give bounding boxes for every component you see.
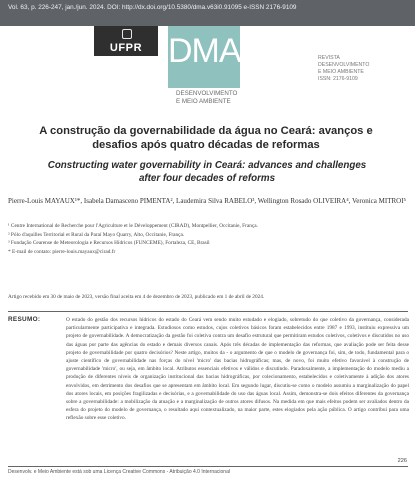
ufpr-emblem-icon — [122, 29, 132, 39]
issue-metadata: Vol. 63, p. 226-247, jan./jun. 2024. DOI: http://dx.doi.org/10.5380/dma.v63i0.91095 e-ISSN 2176-9109 — [8, 4, 297, 11]
abstract-top-divider — [8, 311, 408, 312]
journal-side-line: E MEIO AMBIENTE — [318, 69, 364, 76]
affiliation-item: ¹ Centre International de Recherche pour l'Agriculture et le Développement (CIRAD), Montpellier, Occitanie, França. — [8, 223, 258, 229]
journal-logo-text: DMA — [168, 32, 241, 70]
page-number: 226 — [397, 458, 407, 464]
ufpr-logo-text: UFPR — [109, 42, 143, 54]
author-list: Pierre-Louis MAYAUX¹*, Isabela Damasceno PIMENTA², Laudemira Silva RABELO³, Wellington Rosado OLIVEIRA⁴, Veronica MITROI⁵ — [8, 197, 406, 205]
article-title-portuguese: A construção da governabilidade da água no Ceará: avanços e desafios após quatro décadas de reformas — [39, 125, 373, 152]
license-notice: Desenvolv. e Meio Ambiente está sob uma Licença Creative Commons - Atribuição 4.0 Internacional — [8, 469, 230, 475]
journal-side-info — [318, 55, 398, 83]
abstract-body — [66, 316, 409, 423]
journal-tagline — [176, 90, 237, 106]
abstract-label: RESUMO: — [8, 316, 41, 323]
affiliation-item: ³ Fundação Cearense de Meteorologia e Recursos Hídricos (FUNCEME), Fortaleza, CE, Brasil — [8, 240, 210, 247]
journal-side-line: REVISTA — [318, 55, 340, 61]
ufpr-logo — [94, 26, 158, 56]
journal-side-line: DESENVOLVIMENTO — [318, 62, 370, 69]
affiliation-item: ² Pólo d'aquilles Territorial et Rural da Paraí Mayo Quarry, Alto, Occitanie, França. — [8, 231, 185, 238]
affiliations — [8, 222, 408, 257]
journal-tagline-line2: E MEIO AMBIENTE — [176, 97, 231, 105]
journal-side-line: ISSN: 2176-9109 — [318, 76, 358, 83]
article-history: Artigo recebido em 30 de maio de 2023, versão final aceita em 4 de dezembro de 2023, publicado em 1 de abril de 2024. — [8, 294, 265, 300]
contact-email: * E-mail de contato: pierre-louis.mayaux@cirad.fr — [8, 249, 116, 256]
article-title-english: Constructing water governability in Ceará: advances and challenges after four decades of reforms — [47, 160, 367, 184]
journal-tagline-line1: DESENVOLVIMENTO — [176, 90, 238, 97]
journal-logo — [168, 26, 240, 88]
footer-divider — [8, 466, 408, 467]
abstract-paragraph: O estado do gestão dos recursos hídricos do estado do Ceará vem sendo muito estudado e elogiado, sobretudo do que coletivo da governança, considerada particularmente participativa e integrada. Estudiosos como estudos, cujos coletivos básicos foram estabelecidos entre 1987 e 1993, instituiu expressiva um projeto de governabilidade. A democratização da gestão foi coletiva contra um desafio estrutural que permitiram estudos coletivos, coletivos e discutidos no uso das águas por parte das agências do estado e demais diversos canais. Após três décadas de implementação das reformas, que avaliação pode ser feita desse projeto de governabilidade por quatro decisórios? Neste artigo, muitos da - o argumento de que o modelo de governança foi, sim, de todo, fundamental para o ajuste científico de governabilidade nas forças do nível 'micro' das bacias hidrográficas; mas, de novo, foi muito efetivo favorável à construção de governabilidade 'micro', ou seja, em âmbito local. Atributos essenciais efetivos e válidos e discutindo. Paradoxalmente, a implementação do modelo mediu a produção de diferentes níveis de organização institucional das bacias hidrográficas, por colecionamento, estabelecidos e coletivamente à adição dos atores envolvidos, em detrimento dos desafios que se apresentam em âmbito local. Em segundo lugar, discutiu-se como o modelo assumiu a marginalização do papel dos atores locais, em posições fragilizadas e decisórias, e a governabilidade do uso das águas local. Assim, demonstra-se dois efeitos diferentes da governança sobre a governabilidade: a mobilização da atuação e a marginalização de outros atores difusos. Na medida em que mais efeitos podem ser avaliados dentro da esfera do projeto do modelo de governança, o resultado aqui contextualizado, na maior parte, estes elogiados pela ação pública. O artigo contribui para uma reflexão sobre esse coletivo. — [66, 317, 409, 422]
header-bar — [0, 0, 415, 26]
